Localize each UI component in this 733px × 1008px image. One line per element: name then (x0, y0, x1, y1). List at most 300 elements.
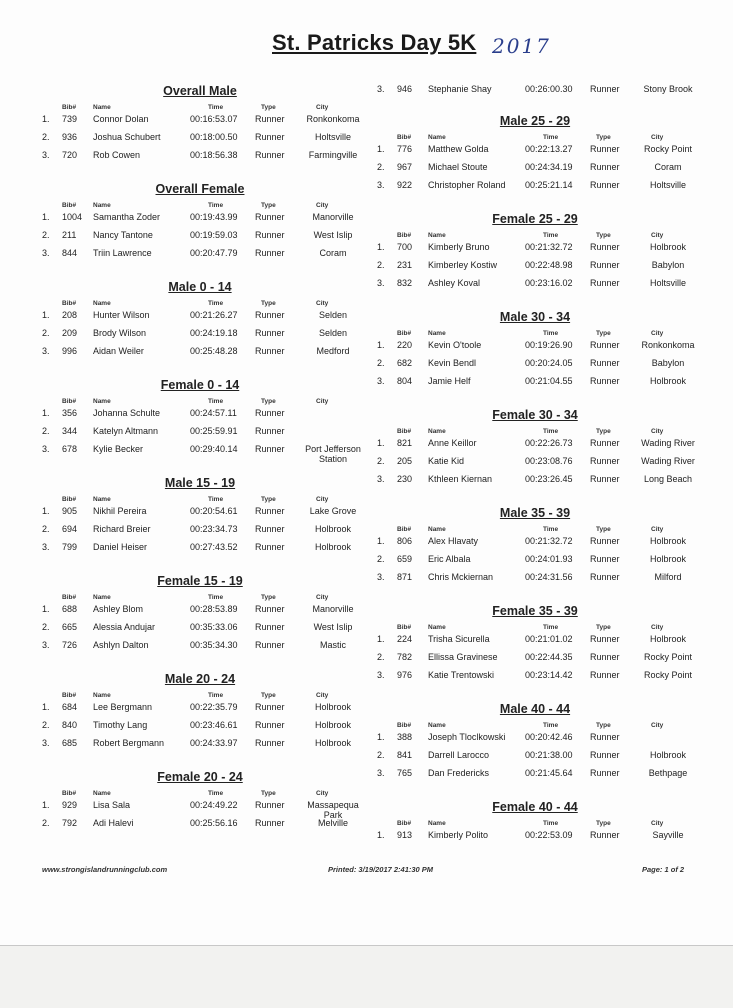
runner-city: Holtsville (649, 278, 686, 288)
runner-time: 00:22:48.98 (525, 260, 573, 270)
runner-bib: 356 (62, 408, 78, 418)
header-time: Time (208, 496, 224, 503)
header-name: Name (93, 104, 111, 111)
header-name: Name (428, 428, 446, 435)
header-bib: Bib# (62, 790, 77, 797)
header-time: Time (208, 790, 224, 797)
runner-type: Runner (590, 376, 620, 386)
runner-time: 00:24:01.93 (525, 554, 573, 564)
runner-city: Babylon (651, 260, 685, 270)
column-headers (40, 692, 370, 702)
runner-type: Runner (255, 800, 285, 810)
runner-time: 00:20:24.05 (525, 358, 573, 368)
result-row (375, 376, 705, 394)
runner-name: Brody Wilson (93, 328, 147, 338)
runner-time: 00:24:33.97 (190, 738, 238, 748)
runner-bib: 665 (62, 622, 78, 632)
header-type: Type (596, 232, 611, 239)
runner-name: Katie Kid (428, 456, 465, 466)
runner-name: Joshua Schubert (93, 132, 161, 142)
runner-time: 00:24:34.19 (525, 162, 573, 172)
runner-city: Holbrook (314, 738, 352, 748)
runner-place: 2. (377, 652, 385, 662)
header-type: Type (261, 202, 276, 209)
runner-place: 1. (42, 212, 50, 222)
runner-name: Aidan Weiler (93, 346, 144, 356)
runner-city: Stony Brook (643, 84, 693, 94)
runner-type: Runner (590, 830, 620, 840)
runner-place: 3. (42, 150, 50, 160)
header-bib: Bib# (397, 624, 412, 631)
header-type: Type (596, 428, 611, 435)
runner-place: 3. (377, 278, 385, 288)
runner-time: 00:21:32.72 (525, 536, 573, 546)
runner-city: Selden (318, 310, 348, 320)
runner-type: Runner (590, 162, 620, 172)
header-time: Time (543, 232, 559, 239)
runner-time: 00:21:26.27 (190, 310, 238, 320)
runner-city: Rocky Point (643, 144, 693, 154)
header-type: Type (261, 496, 276, 503)
runner-place: 3. (377, 180, 385, 190)
runner-type: Runner (590, 732, 620, 742)
runner-place: 1. (377, 830, 385, 840)
runner-place: 3. (42, 542, 50, 552)
result-row (375, 554, 705, 572)
runner-name: Darrell Larocco (428, 750, 490, 760)
category-title: Female 25 - 29 (492, 212, 578, 226)
category-title: Male 0 - 14 (168, 280, 232, 294)
runner-place: 1. (42, 702, 50, 712)
runner-name: Daniel Heiser (93, 542, 148, 552)
runner-bib: 688 (62, 604, 78, 614)
runner-bib: 967 (397, 162, 413, 172)
result-row (40, 720, 370, 738)
runner-type: Runner (590, 456, 620, 466)
runner-place: 1. (377, 340, 385, 350)
header-bib: Bib# (62, 594, 77, 601)
runner-name: Nikhil Pereira (93, 506, 147, 516)
header-name: Name (93, 398, 111, 405)
header-name: Name (93, 594, 111, 601)
runner-city: Lake Grove (309, 506, 357, 516)
runner-name: Samantha Zoder (93, 212, 161, 222)
runner-city: Selden (318, 328, 348, 338)
runner-city: Holbrook (649, 536, 687, 546)
runner-type: Runner (255, 702, 285, 712)
runner-bib: 685 (62, 738, 78, 748)
header-name: Name (428, 232, 446, 239)
runner-name: Matthew Golda (428, 144, 489, 154)
runner-place: 3. (377, 768, 385, 778)
runner-city: Holbrook (314, 524, 352, 534)
runner-type: Runner (255, 720, 285, 730)
column-headers (375, 428, 705, 438)
runner-bib: 209 (62, 328, 78, 338)
runner-time: 00:21:38.00 (525, 750, 573, 760)
runner-bib: 922 (397, 180, 413, 190)
runner-time: 00:23:16.02 (525, 278, 573, 288)
column-headers (375, 624, 705, 634)
runner-place: 3. (377, 670, 385, 680)
column-headers (40, 398, 370, 408)
runner-time: 00:24:19.18 (190, 328, 238, 338)
runner-type: Runner (590, 474, 620, 484)
header-time: Time (543, 428, 559, 435)
runner-place: 2. (42, 622, 50, 632)
header-name: Name (428, 722, 446, 729)
runner-place: 3. (42, 444, 50, 454)
runner-name: Stephanie Shay (428, 84, 492, 94)
result-row (40, 426, 370, 444)
result-row (40, 444, 370, 462)
header-time: Time (543, 134, 559, 141)
result-row (40, 818, 370, 836)
result-row (375, 242, 705, 260)
runner-time: 00:22:35.79 (190, 702, 238, 712)
header-name: Name (93, 790, 111, 797)
runner-time: 00:23:08.76 (525, 456, 573, 466)
runner-type: Runner (590, 750, 620, 760)
runner-place: 3. (377, 572, 385, 582)
runner-name: Ashley Blom (93, 604, 144, 614)
runner-time: 00:28:53.89 (190, 604, 238, 614)
runner-type: Runner (255, 212, 285, 222)
runner-type: Runner (255, 346, 285, 356)
runner-time: 00:23:14.42 (525, 670, 573, 680)
header-city: City (651, 232, 664, 239)
runner-bib: 804 (397, 376, 413, 386)
runner-city: Melville (317, 818, 348, 828)
runner-type: Runner (590, 358, 620, 368)
runner-city: Holbrook (314, 542, 352, 552)
runner-place: 2. (42, 132, 50, 142)
runner-place: 2. (42, 720, 50, 730)
header-name: Name (93, 496, 111, 503)
runner-place: 2. (42, 328, 50, 338)
runner-time: 00:23:26.45 (525, 474, 573, 484)
result-row (40, 542, 370, 560)
runner-place: 1. (377, 634, 385, 644)
header-bib: Bib# (397, 330, 412, 337)
header-time: Time (543, 526, 559, 533)
result-row (40, 604, 370, 622)
header-time: Time (208, 594, 224, 601)
runner-bib: 205 (397, 456, 413, 466)
result-row (375, 634, 705, 652)
header-city: City (316, 104, 329, 111)
runner-type: Runner (255, 524, 285, 534)
runner-place: 2. (42, 818, 50, 828)
runner-bib: 208 (62, 310, 78, 320)
runner-name: Nancy Tantone (93, 230, 153, 240)
category-title: Female 40 - 44 (492, 800, 578, 814)
runner-place: 2. (42, 230, 50, 240)
runner-time: 00:25:56.16 (190, 818, 238, 828)
runner-bib: 739 (62, 114, 78, 124)
header-type: Type (261, 790, 276, 797)
header-type: Type (596, 624, 611, 631)
runner-city: Rocky Point (643, 670, 693, 680)
runner-bib: 1004 (62, 212, 83, 222)
header-time: Time (208, 202, 224, 209)
column-headers (375, 134, 705, 144)
runner-time: 00:21:32.72 (525, 242, 573, 252)
header-bib: Bib# (62, 496, 77, 503)
runner-city: Ronkonkoma (306, 114, 360, 124)
header-city: City (651, 722, 664, 729)
runner-place: 2. (377, 554, 385, 564)
header-name: Name (428, 134, 446, 141)
column-headers (40, 202, 370, 212)
header-time: Time (208, 104, 224, 111)
header-bib: Bib# (62, 104, 77, 111)
runner-city: Holbrook (314, 702, 352, 712)
header-name: Name (428, 624, 446, 631)
header-bib: Bib# (397, 232, 412, 239)
runner-city: West Islip (313, 230, 353, 240)
runner-place: 1. (42, 506, 50, 516)
result-row (40, 738, 370, 756)
result-row (40, 640, 370, 658)
column-headers (375, 526, 705, 536)
runner-name: Lisa Sala (93, 800, 131, 810)
header-type: Type (261, 594, 276, 601)
runner-place: 2. (42, 426, 50, 436)
result-row (375, 438, 705, 456)
column-headers (40, 790, 370, 800)
header-city: City (316, 692, 329, 699)
runner-time: 00:23:46.61 (190, 720, 238, 730)
runner-city: Holbrook (649, 242, 687, 252)
runner-bib: 765 (397, 768, 413, 778)
category-title: Male 30 - 34 (499, 310, 571, 324)
result-row (375, 474, 705, 492)
runner-time: 00:20:54.61 (190, 506, 238, 516)
runner-time: 00:19:43.99 (190, 212, 238, 222)
runner-name: Kevin O'toole (428, 340, 482, 350)
header-city: City (651, 134, 664, 141)
category-title: Male 20 - 24 (164, 672, 236, 686)
runner-bib: 388 (397, 732, 413, 742)
header-city: City (316, 496, 329, 503)
runner-time: 00:27:43.52 (190, 542, 238, 552)
runner-bib: 841 (397, 750, 413, 760)
result-row (40, 408, 370, 426)
runner-name: Kevin Bendl (428, 358, 477, 368)
result-row (375, 750, 705, 768)
runner-city: Mastic (319, 640, 346, 650)
runner-place: 3. (377, 474, 385, 484)
runner-type: Runner (590, 278, 620, 288)
header-type: Type (596, 134, 611, 141)
result-row (375, 768, 705, 786)
column-headers (375, 232, 705, 242)
runner-time: 00:35:34.30 (190, 640, 238, 650)
header-bib: Bib# (62, 692, 77, 699)
result-row (40, 230, 370, 248)
category-title: Overall Female (155, 182, 245, 196)
result-row (375, 260, 705, 278)
result-row (40, 212, 370, 230)
column-headers (40, 300, 370, 310)
result-row (375, 670, 705, 688)
runner-type: Runner (255, 506, 285, 516)
runner-name: Chris Mckiernan (428, 572, 494, 582)
header-bib: Bib# (62, 300, 77, 307)
result-row (375, 340, 705, 358)
runner-place: 1. (377, 242, 385, 252)
runner-time: 00:26:00.30 (525, 84, 573, 94)
runner-type: Runner (255, 408, 285, 418)
runner-type: Runner (255, 542, 285, 552)
header-time: Time (543, 820, 559, 827)
runner-place: 1. (42, 408, 50, 418)
runner-bib: 905 (62, 506, 78, 516)
runner-name: Katie Trentowski (428, 670, 495, 680)
runner-name: Hunter Wilson (93, 310, 150, 320)
runner-city: Holbrook (314, 720, 352, 730)
runner-name: Kylie Becker (93, 444, 144, 454)
runner-time: 00:19:59.03 (190, 230, 238, 240)
result-row (40, 328, 370, 346)
runner-city: Massapequa Park (307, 800, 359, 820)
runner-type: Runner (590, 260, 620, 270)
runner-time: 00:21:45.64 (525, 768, 573, 778)
runner-bib: 792 (62, 818, 78, 828)
header-name: Name (428, 330, 446, 337)
runner-type: Runner (255, 444, 285, 454)
runner-name: Ashley Koval (428, 278, 481, 288)
header-bib: Bib# (397, 134, 412, 141)
header-time: Time (208, 398, 224, 405)
result-row (40, 800, 370, 818)
runner-city: Holbrook (649, 554, 687, 564)
runner-bib: 806 (397, 536, 413, 546)
result-row (375, 830, 705, 848)
runner-name: Alex Hlavaty (428, 536, 479, 546)
result-row (375, 180, 705, 198)
runner-time: 00:18:56.38 (190, 150, 238, 160)
runner-name: Kimberly Polito (428, 830, 489, 840)
result-row (40, 114, 370, 132)
runner-time: 00:24:49.22 (190, 800, 238, 810)
header-bib: Bib# (62, 202, 77, 209)
runner-city: Farmingville (308, 150, 358, 160)
runner-type: Runner (255, 230, 285, 240)
runner-name: Lee Bergmann (93, 702, 153, 712)
runner-type: Runner (590, 768, 620, 778)
header-time: Time (208, 692, 224, 699)
runner-place: 1. (377, 144, 385, 154)
runner-type: Runner (255, 114, 285, 124)
runner-bib: 871 (397, 572, 413, 582)
runner-type: Runner (590, 634, 620, 644)
result-row (375, 456, 705, 474)
result-row (375, 144, 705, 162)
runner-name: Kimberly Bruno (428, 242, 490, 252)
result-row (375, 536, 705, 554)
runner-name: Anne Keillor (428, 438, 477, 448)
runner-bib: 821 (397, 438, 413, 448)
column-headers (375, 820, 705, 830)
runner-time: 00:24:57.11 (190, 408, 237, 418)
header-city: City (651, 428, 664, 435)
runner-place: 1. (42, 114, 50, 124)
runner-type: Runner (255, 640, 285, 650)
runner-name: Michael Stoute (428, 162, 488, 172)
runner-type: Runner (255, 604, 285, 614)
runner-name: Kthleen Kiernan (428, 474, 493, 484)
result-row (375, 162, 705, 180)
runner-place: 1. (377, 732, 385, 742)
header-bib: Bib# (397, 526, 412, 533)
header-time: Time (543, 624, 559, 631)
runner-time: 00:21:01.02 (525, 634, 573, 644)
runner-name: Dan Fredericks (428, 768, 490, 778)
header-city: City (651, 330, 664, 337)
result-row (375, 732, 705, 750)
category-title: Overall Male (163, 84, 237, 98)
runner-city: West Islip (313, 622, 353, 632)
runner-bib: 682 (397, 358, 413, 368)
runner-type: Runner (255, 150, 285, 160)
result-row (40, 524, 370, 542)
runner-bib: 929 (62, 800, 78, 810)
header-city: City (651, 820, 664, 827)
runner-name: Trisha Sicurella (428, 634, 490, 644)
runner-city: Sayville (652, 830, 684, 840)
header-name: Name (428, 526, 446, 533)
result-row (40, 132, 370, 150)
result-row (40, 248, 370, 266)
runner-time: 00:22:53.09 (525, 830, 573, 840)
header-type: Type (261, 692, 276, 699)
runner-type: Runner (590, 536, 620, 546)
runner-bib: 700 (397, 242, 413, 252)
runner-bib: 776 (397, 144, 413, 154)
footer-page: Page: 1 of 2 (642, 865, 685, 874)
runner-type: Runner (255, 132, 285, 142)
header-type: Type (596, 820, 611, 827)
runner-place: 3. (377, 84, 385, 94)
runner-city: Holbrook (649, 750, 687, 760)
runner-place: 2. (42, 524, 50, 534)
runner-bib: 230 (397, 474, 413, 484)
runner-city: Holbrook (649, 634, 687, 644)
header-name: Name (93, 202, 111, 209)
header-bib: Bib# (397, 722, 412, 729)
continued-result-row (375, 84, 705, 102)
runner-bib: 946 (397, 84, 413, 94)
runner-time: 00:22:44.35 (525, 652, 573, 662)
runner-name: Adi Halevi (93, 818, 134, 828)
header-time: Time (543, 722, 559, 729)
runner-city: Medford (316, 346, 350, 356)
runner-city: Manorville (312, 212, 354, 222)
header-name: Name (93, 300, 111, 307)
column-headers (40, 104, 370, 114)
runner-name: Jamie Helf (428, 376, 471, 386)
runner-place: 3. (377, 376, 385, 386)
runner-time: 00:21:04.55 (525, 376, 573, 386)
runner-name: Triin Lawrence (93, 248, 152, 258)
runner-name: Timothy Lang (93, 720, 148, 730)
footer-printed: Printed: 3/19/2017 2:41:30 PM (328, 865, 434, 874)
runner-bib: 224 (397, 634, 413, 644)
runner-city: Ronkonkoma (641, 340, 695, 350)
runner-city: Rocky Point (643, 652, 693, 662)
